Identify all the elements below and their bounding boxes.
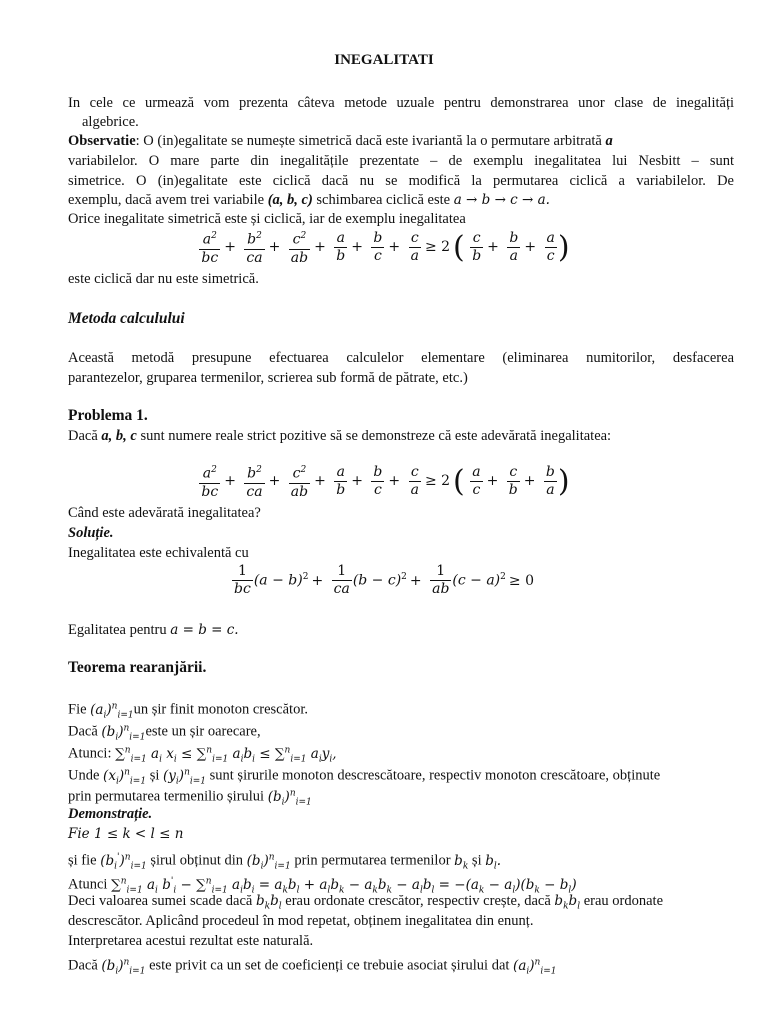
- section-heading-metoda: Metoda calculului: [68, 310, 185, 327]
- observation-line-6: este ciclică dar nu este simetrică.: [68, 271, 259, 287]
- theorem-line-2: Dacă $(b_i)^n_{i=1}este$ un șir oarecare,: [68, 723, 261, 743]
- observation-var: a: [605, 133, 613, 149]
- theorem-line-4: Unde $(x_i)^n_{i=1}$ și $(y_i)^n_{i=1}$ sunt șirurile monoton descrescătoare, respectiv monoton crescătoare, obținute: [68, 767, 661, 787]
- demo-line-5: descrescător. Aplicând procedeul în mod repetat, obținem inegalitatea din enunț.: [68, 913, 534, 929]
- metoda-line-1: Această metodă presupune efectuarea calculelor elementare (eliminarea numitorilor, desfacerea: [68, 350, 734, 366]
- equality-line: [68, 620, 734, 640]
- demonstration-label: Demonstrație.: [68, 806, 153, 822]
- page-title: INEGALITATI: [334, 52, 434, 68]
- observation-line-5: Orice inegalitate simetrică este și ciclică, iar de exemplu inegalitatea: [68, 211, 466, 227]
- demo-line-1: [68, 824, 734, 844]
- vars: (a, b, c): [267, 192, 313, 208]
- text: și fie: [68, 852, 97, 869]
- section-heading-teorema: Teorema rearanjării.: [68, 659, 207, 676]
- text: sunt șirurile monoton descrescătoare, respectiv monoton crescătoare, obținute: [209, 767, 661, 784]
- text: exemplu, dacă avem trei variabile: [68, 192, 265, 208]
- demo-line-4: Deci valoarea sumei scade dacă $b_kb_l$ erau ordonate crescător, respectiv crește, dacă $b_kb_l$ erau ordonate: [68, 893, 664, 912]
- metoda-line-2: parantezelor, gruparea termenilor, scrierea sub formă de pătrate, etc.): [68, 370, 468, 386]
- vars: a, b, c: [101, 428, 137, 444]
- text: prin permutarea termenilio șirului: [68, 788, 265, 805]
- demo-line-2: și fie $(b_i')^n_{i=1}$ șirul obținut din $(b_i)^n_{i=1}$ prin permutarea termenilor $b_k$ și $b_l$.: [68, 852, 502, 872]
- demo-line-7: Dacă $(b_i)^n_{i=1}$ este privit ca un set de coeficienți ce trebuie asociat șirului dat $(a_i)^n_{i=1}$: [68, 957, 557, 977]
- solution-line-1: Inegalitatea este echivalentă cu: [68, 545, 249, 561]
- solution-label: Soluție.: [68, 525, 114, 541]
- text: un șir finit monoton crescător.: [133, 701, 308, 718]
- text: schimbarea ciclică este: [316, 192, 451, 208]
- text: Atunci: [68, 876, 108, 893]
- intro-line-2: algebrice.: [82, 114, 139, 130]
- observation-line-4: [68, 190, 734, 210]
- text: Dacă: [68, 957, 98, 974]
- problema-line-2: Când este adevărată inegalitatea?: [68, 505, 261, 521]
- observation-line-3: simetrice. O (in)egalitate este ciclică dacă nu se modifică la permutarea ciclică a variabilelor. De: [68, 173, 734, 189]
- demo-line-6: Interpretarea acestui rezultat este naturală.: [68, 933, 314, 949]
- text: erau ordonate crescător, respectiv crește, dacă: [285, 893, 551, 909]
- text: este un șir oarecare,: [145, 723, 261, 740]
- observation-line-2: variabilelor. O mare parte din inegalitățile prezentate – de exemplu inegalitatea lui Nesbitt – sunt: [68, 153, 734, 169]
- text: Egalitatea pentru: [68, 622, 167, 638]
- theorem-line-1: Fie $(a_i)^n_{i=1}un$ șir finit monoton crescător.: [68, 701, 308, 721]
- text: Atunci:: [68, 745, 112, 762]
- problema-line-1: [68, 426, 734, 446]
- observation-label: Observatie: [68, 133, 136, 149]
- intro-line-1: In cele ce urmează vom prezenta câteva metode uzuale pentru demonstrarea unor clase de inegalități: [68, 95, 734, 111]
- text: Dacă: [68, 428, 98, 444]
- text: șirul obținut din: [150, 852, 244, 869]
- text: este privit ca un set de coeficienți ce trebuie asociat șirului dat: [149, 957, 510, 974]
- section-heading-problema: Problema 1.: [68, 407, 148, 424]
- equality-math: a = b = c.: [170, 622, 239, 638]
- formula-solution: $\frac{1}{bc}$ $(a - b)^2$ + $\frac{1}{ca}$ $(b - c)^2$ + $\frac{1}{ab}$ $(c - a)^2 \ge 0$: [234, 563, 534, 597]
- theorem-line-3: Atunci: ∑$^n_{i=1}$ $a_i$ $x_i \le \sum^n_{i=1}$ $a_ib_i \le \sum^n_{i=1}$ $a_iy_i$,: [68, 745, 337, 765]
- formula-cyclic-example: $\frac{a^2}{bc}$ + $\frac{b^2}{ca}$ + $\frac{c^2}{ab}$ + $\frac{a}{b}$ + $\frac{b}{c}$ + $\frac{c}{a}$ ≥ 2 ( $\frac{c}{b}$ + $\frac{b}{a}$ + $\frac{a}{c}$ ): [201, 229, 570, 266]
- cyclic-math: a → b → c → a.: [453, 192, 550, 208]
- text: Deci valoarea sumei scade dacă: [68, 893, 253, 909]
- demo-math: Fie 1 ≤ k < l ≤ n: [68, 826, 184, 842]
- observation-text: : O (in)egalitate se numește simetrică dacă este ivariantă la o permutare arbitrată: [135, 133, 602, 149]
- text: sunt numere reale strict pozitive să se demonstreze că este adevărată inegalitatea:: [140, 428, 612, 444]
- observation-line-1: [68, 131, 734, 151]
- text: erau ordonate: [583, 893, 664, 909]
- demo-line-3: Atunci ∑$^n_{i=1}$ $a_i$ $b'_i - \sum^n_{i=1}$ $a_ib_i = a_kb_l + a_lb_k - a_kb_k - a_lb_l = -(a_k - a_l)(b_k - b_l)$: [68, 876, 577, 896]
- theorem-line-5: prin permutarea termenilio șirului $(b_i)^n_{i=1}$: [68, 788, 312, 808]
- formula-problem-1: $\frac{a^2}{bc}$ + $\frac{b^2}{ca}$ + $\frac{c^2}{ab}$ + $\frac{a}{b}$ + $\frac{b}{c}$ + $\frac{c}{a}$ ≥ 2 ( $\frac{a}{c}$ + $\frac{c}{b}$ + $\frac{b}{a}$ ): [201, 463, 570, 500]
- text: prin permutarea termenilor: [294, 852, 451, 869]
